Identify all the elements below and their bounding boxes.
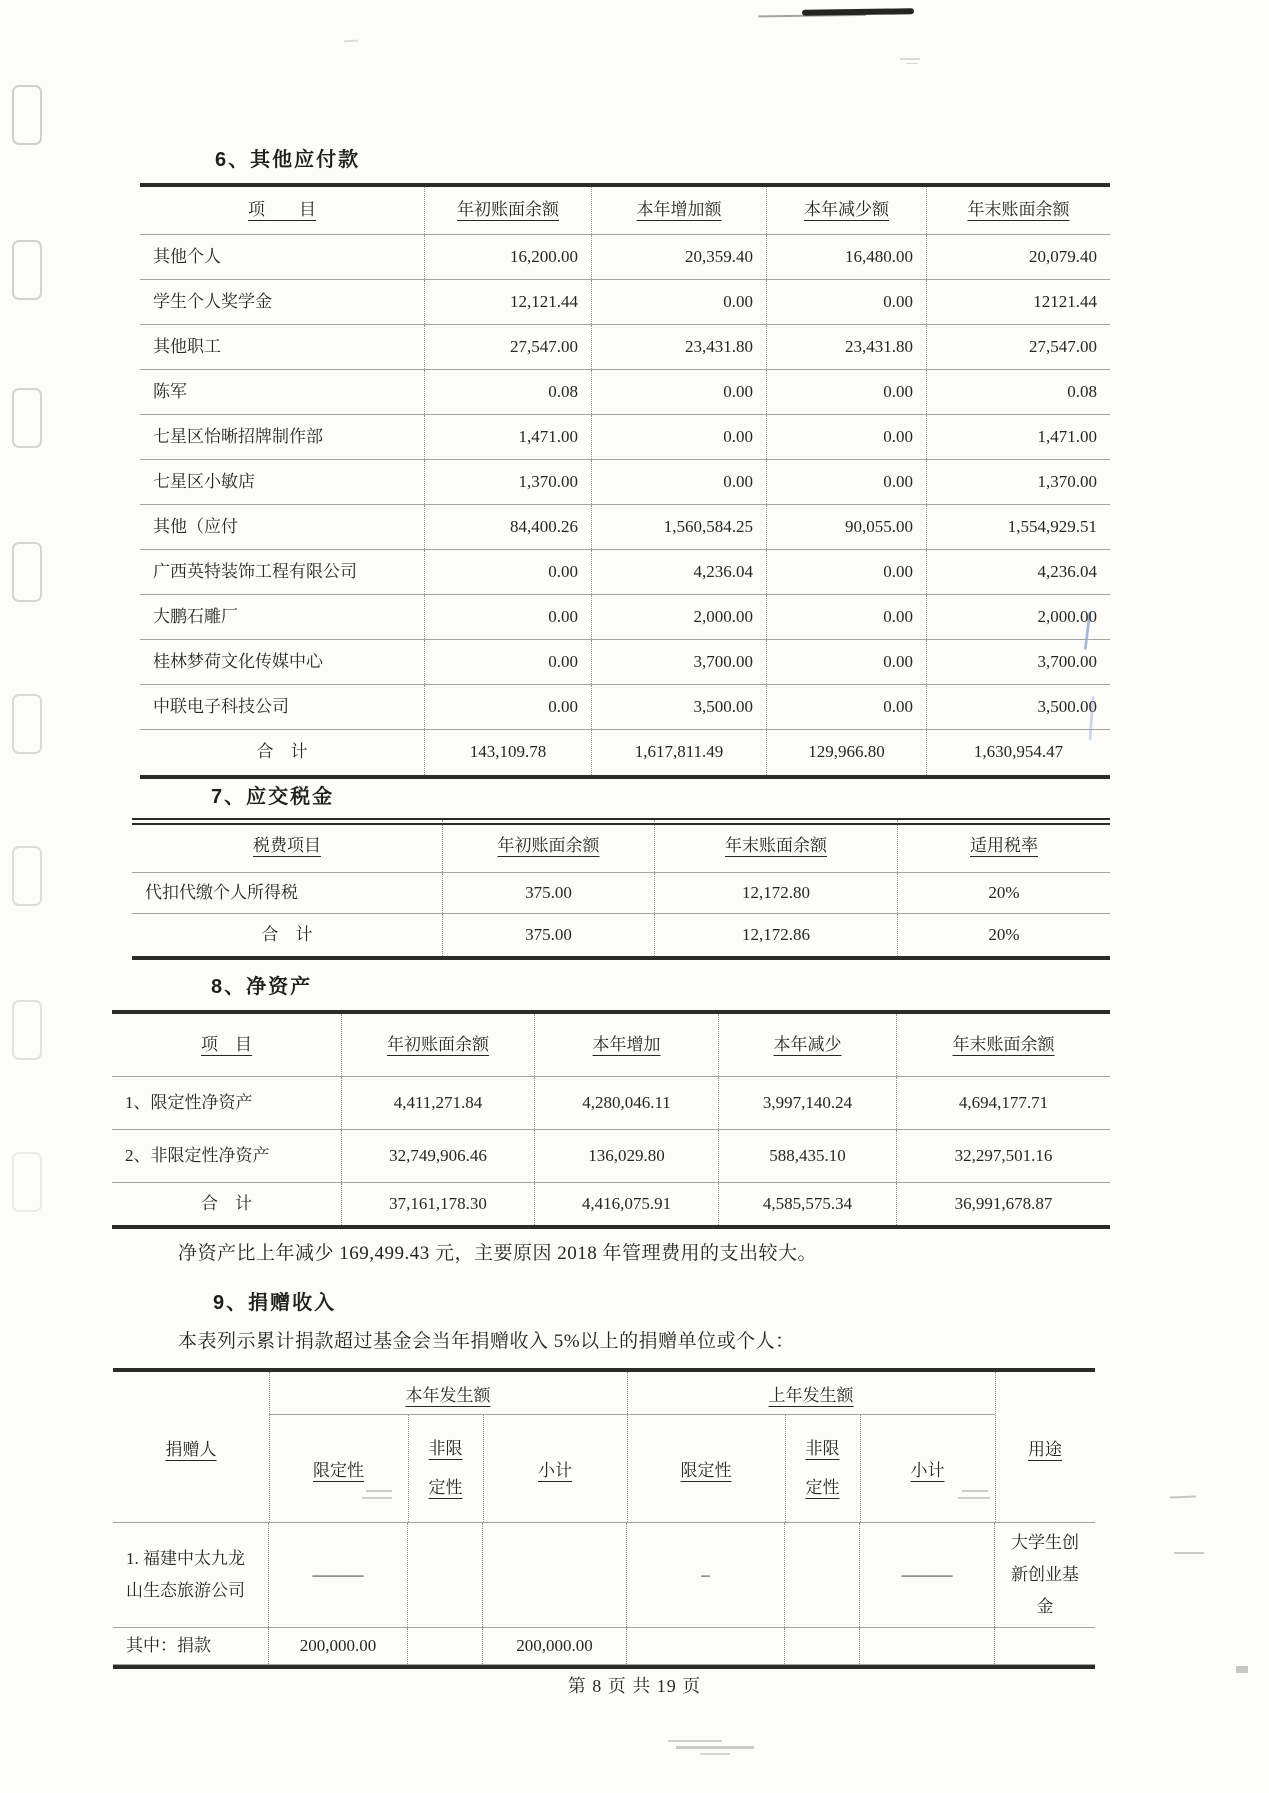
- current-year-group-header: 本年发生额: [405, 1385, 491, 1405]
- table-row: [140, 730, 1110, 775]
- payables-table-body: [140, 235, 1110, 730]
- table-cell: 4,585,575.34: [719, 1183, 897, 1225]
- scan-hole-artifact: [12, 85, 42, 145]
- table-cell: 136,029.80: [535, 1130, 719, 1182]
- table-cell: 年初账面余额: [425, 187, 592, 234]
- table-cell: 16,480.00: [767, 235, 927, 279]
- table-row: [132, 873, 1110, 914]
- table-cell: 0.00: [425, 595, 592, 639]
- taxes-table-total: [132, 914, 1110, 956]
- table-row: [140, 187, 1110, 235]
- table-cell: [408, 1628, 483, 1664]
- table-cell: 23,431.80: [767, 325, 927, 369]
- unrestricted-column-header: 非限定性: [428, 1438, 463, 1497]
- net-assets-table-header: [112, 1014, 1110, 1077]
- table-cell: 20,359.40: [592, 235, 767, 279]
- table-cell: 其他个人: [140, 235, 425, 279]
- taxes-table-body: [132, 873, 1110, 914]
- table-cell: [408, 1523, 483, 1627]
- subtotal-column-header: 小计: [910, 1460, 945, 1480]
- table-cell: 3,500.00: [1037, 696, 1097, 716]
- table-cell: 0.00: [425, 550, 592, 594]
- ink-speck: [676, 1746, 754, 1749]
- table-cell: 20%: [988, 924, 1020, 944]
- unrestricted-column-header: 非限定性: [805, 1438, 840, 1497]
- table-cell: 2,000.00: [592, 595, 767, 639]
- table-row: [140, 460, 1110, 505]
- table-cell: 3,700.00: [1037, 651, 1097, 671]
- table-cell: 0.00: [592, 460, 767, 504]
- table-row: [140, 595, 1110, 640]
- table-cell: 4,416,075.91: [535, 1183, 719, 1225]
- table-cell: 0.00: [592, 415, 767, 459]
- table-row: [140, 325, 1110, 370]
- table-cell: 1,554,929.51: [1007, 516, 1097, 536]
- table-cell: –: [627, 1523, 785, 1627]
- table-cell: 七星区怡晰招牌制作部: [140, 415, 425, 459]
- table-cell: 12,172.86: [655, 914, 898, 956]
- table-cell: 年末账面余额: [655, 820, 898, 872]
- table-cell: 0.00: [767, 685, 927, 729]
- other-payables-table: [140, 183, 1110, 779]
- table-cell: 学生个人奖学金: [140, 280, 425, 324]
- table-cell: 4,236.04: [592, 550, 767, 594]
- table-cell: 中联电子科技公司: [140, 685, 425, 729]
- scan-hole-artifact: [12, 1000, 42, 1060]
- table-cell: 年末账面余额: [967, 200, 1070, 220]
- net-assets-table-body: [112, 1077, 1110, 1183]
- table-cell: 年初账面余额: [443, 820, 655, 872]
- donor-column-header: 捐赠人: [165, 1439, 217, 1459]
- table-cell: 84,400.26: [425, 505, 592, 549]
- taxes-table-header: [132, 820, 1110, 873]
- table-cell: 16,200.00: [425, 235, 592, 279]
- table-cell: 200,000.00: [269, 1628, 408, 1664]
- pencil-dash: [1174, 1552, 1204, 1554]
- table-cell: 0.00: [767, 460, 927, 504]
- table-cell: 1,617,811.49: [592, 730, 767, 775]
- table-cell: 七星区小敏店: [140, 460, 425, 504]
- table-cell: 本年增加: [535, 1014, 719, 1076]
- pencil-dash: [1170, 1496, 1196, 1499]
- table-cell: 20%: [988, 882, 1020, 902]
- table-cell: [995, 1628, 1095, 1664]
- table-cell: 27,547.00: [425, 325, 592, 369]
- table-cell: 本年减少额: [767, 187, 927, 234]
- table-cell: 广西英特装饰工程有限公司: [140, 550, 425, 594]
- table-cell: 0.00: [425, 685, 592, 729]
- table-cell: 年初账面余额: [342, 1014, 535, 1076]
- page-footer: 第 8 页 共 19 页: [567, 1676, 702, 1696]
- table-cell: 0.00: [767, 640, 927, 684]
- table-cell: 200,000.00: [483, 1628, 627, 1664]
- table-cell: 0.00: [592, 370, 767, 414]
- table-cell: 90,055.00: [767, 505, 927, 549]
- table-cell: 1,370.00: [425, 460, 592, 504]
- table-cell: 4,280,046.11: [535, 1077, 719, 1129]
- table-cell: 27,547.00: [1029, 336, 1097, 356]
- table-cell: 合 计: [112, 1183, 342, 1225]
- table-cell: 3,997,140.24: [719, 1077, 897, 1129]
- table-cell: 37,161,178.30: [342, 1183, 535, 1225]
- scan-hole-artifact: [12, 240, 42, 300]
- table-cell: 其他职工: [140, 325, 425, 369]
- table-cell: 0.00: [592, 280, 767, 324]
- table-cell: 3,700.00: [592, 640, 767, 684]
- table-cell: 3,500.00: [592, 685, 767, 729]
- table-row: [140, 370, 1110, 415]
- table-cell: 其中：捐款: [113, 1628, 269, 1664]
- section-heading-net-assets: 8、净资产: [211, 976, 313, 998]
- subtotal-column-header: 小计: [538, 1460, 572, 1480]
- table-row: [132, 820, 1110, 873]
- table-cell: 年末账面余额: [952, 1034, 1055, 1054]
- ink-speck: [700, 1753, 730, 1755]
- table-cell: 32,297,501.16: [954, 1145, 1053, 1165]
- table-cell: 20,079.40: [1029, 246, 1097, 266]
- table-cell: 1,560,584.25: [592, 505, 767, 549]
- table-cell: 12,121.44: [425, 280, 592, 324]
- table-cell: [860, 1628, 995, 1664]
- table-cell: [785, 1628, 860, 1664]
- scan-hole-artifact: [12, 694, 42, 754]
- prior-year-group-header: 上年发生额: [768, 1385, 854, 1405]
- restricted-column-header: 限定性: [313, 1460, 364, 1480]
- payables-table-header: [140, 187, 1110, 235]
- table-cell: ———: [860, 1523, 995, 1627]
- table-cell: 2、非限定性净资产: [112, 1130, 342, 1182]
- section-heading-donation-income: 9、捐赠收入: [213, 1292, 337, 1314]
- table-row: [140, 685, 1110, 730]
- donations-intro: 本表列示累计捐款超过基金会当年捐赠收入 5%以上的捐赠单位或个人：: [178, 1331, 795, 1352]
- table-cell: 0.00: [767, 550, 927, 594]
- table-cell: 1,471.00: [1037, 426, 1097, 446]
- table-cell: 陈军: [140, 370, 425, 414]
- table-row: [140, 640, 1110, 685]
- table-cell: 375.00: [443, 873, 655, 913]
- table-cell: 0.08: [425, 370, 592, 414]
- donations-table-body: [113, 1523, 1095, 1665]
- table-cell: 1. 福建中太九龙山生态旅游公司: [113, 1523, 269, 1627]
- table-cell: 1,630,954.47: [973, 742, 1064, 762]
- ink-speck: [906, 63, 918, 64]
- table-cell: 项 目: [140, 187, 425, 234]
- table-row: [113, 1628, 1095, 1665]
- table-cell: 0.00: [425, 640, 592, 684]
- table-row: [140, 280, 1110, 325]
- net-assets-note: 净资产比上年减少 169,499.43 元，主要原因 2018 年管理费用的支出较大。: [178, 1243, 818, 1264]
- table-row: [140, 235, 1110, 280]
- table-cell: 0.00: [767, 370, 927, 414]
- table-cell: 税费项目: [132, 820, 443, 872]
- table-cell: 0.08: [1067, 381, 1097, 401]
- table-row: [140, 415, 1110, 460]
- purpose-column-header: 用途: [1028, 1439, 1062, 1459]
- table-cell: 143,109.78: [425, 730, 592, 775]
- table-cell: 23,431.80: [592, 325, 767, 369]
- taxes-payable-table: [132, 818, 1110, 960]
- ink-smudge: [802, 8, 914, 16]
- table-cell: 2,000.00: [1037, 606, 1097, 626]
- table-cell: 代扣代缴个人所得税: [132, 873, 443, 913]
- donations-table-header: [113, 1372, 1095, 1523]
- table-cell: 4,694,177.71: [958, 1092, 1049, 1112]
- table-cell: 适用税率: [970, 835, 1038, 855]
- net-assets-table: [112, 1010, 1110, 1229]
- table-cell: 其他（应付: [140, 505, 425, 549]
- section-heading-taxes-payable: 7、应交税金: [211, 786, 335, 808]
- scan-hole-artifact: [12, 542, 42, 602]
- table-row: [140, 550, 1110, 595]
- table-row: [112, 1183, 1110, 1225]
- table-row: [112, 1014, 1110, 1077]
- table-cell: 大学生创新创业基金: [1011, 1532, 1079, 1617]
- ink-speck: [900, 58, 920, 60]
- table-cell: 1,370.00: [1037, 471, 1097, 491]
- table-row: [132, 914, 1110, 956]
- table-cell: [627, 1628, 785, 1664]
- table-cell: 0.00: [767, 280, 927, 324]
- payables-table-total: [140, 730, 1110, 775]
- table-cell: 12121.44: [1033, 291, 1097, 311]
- table-cell: [483, 1523, 627, 1627]
- table-cell: 375.00: [443, 914, 655, 956]
- ink-speck: [668, 1740, 722, 1742]
- table-cell: 32,749,906.46: [342, 1130, 535, 1182]
- section-heading-other-payables: 6、其他应付款: [215, 149, 361, 171]
- table-cell: 588,435.10: [719, 1130, 897, 1182]
- donations-table: [113, 1368, 1095, 1669]
- table-cell: 大鹏石雕厂: [140, 595, 425, 639]
- table-cell: 4,411,271.84: [342, 1077, 535, 1129]
- table-row: [140, 505, 1110, 550]
- table-cell: 本年减少: [719, 1014, 897, 1076]
- table-cell: 36,991,678.87: [954, 1193, 1053, 1213]
- table-cell: 桂林梦荷文化传媒中心: [140, 640, 425, 684]
- scan-hole-artifact: [12, 388, 42, 448]
- table-row: [113, 1523, 1095, 1628]
- restricted-column-header: 限定性: [680, 1460, 732, 1480]
- net-assets-table-total: [112, 1183, 1110, 1225]
- table-cell: 本年增加额: [592, 187, 767, 234]
- table-cell: [785, 1523, 860, 1627]
- ink-speck: [344, 40, 358, 43]
- table-cell: 0.00: [767, 415, 927, 459]
- table-row: [112, 1077, 1110, 1130]
- table-cell: 项 目: [112, 1014, 342, 1076]
- table-cell: 4,236.04: [1037, 561, 1097, 581]
- table-cell: 1、限定性净资产: [112, 1077, 342, 1129]
- table-cell: 12,172.80: [655, 873, 898, 913]
- table-cell: 合 计: [140, 730, 425, 775]
- table-cell: 合 计: [132, 914, 443, 956]
- table-row: [112, 1130, 1110, 1183]
- table-cell: 0.00: [767, 595, 927, 639]
- table-cell: ———: [269, 1523, 408, 1627]
- table-cell: 129,966.80: [767, 730, 927, 775]
- scan-hole-artifact: [12, 1152, 42, 1212]
- scan-hole-artifact: [12, 846, 42, 906]
- table-cell: 1,471.00: [425, 415, 592, 459]
